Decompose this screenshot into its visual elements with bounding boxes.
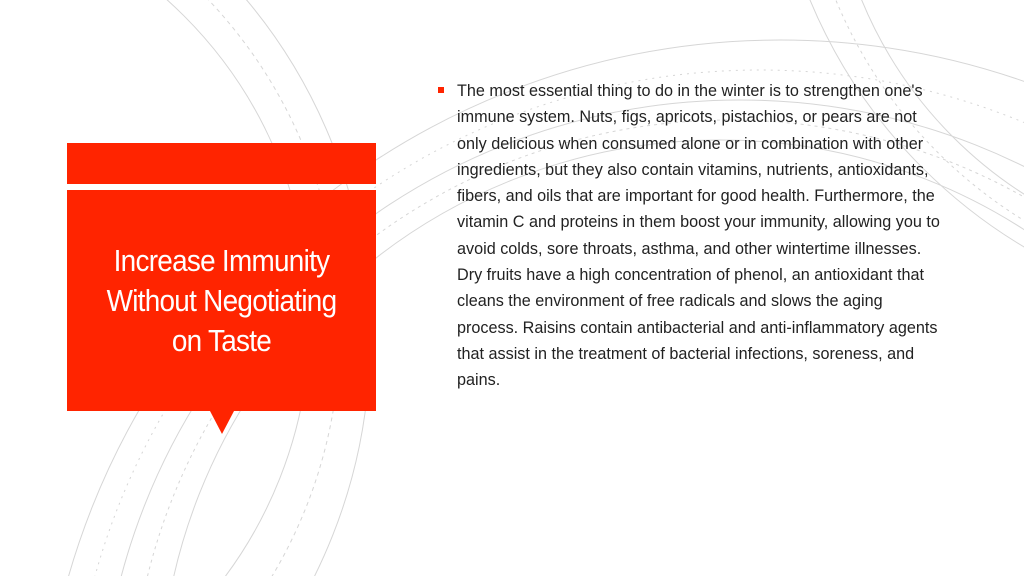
bullet-item-text: The most essential thing to do in the winter is to strengthen one's immune system. Nuts, figs, apricots, pistachios, or pears are not only delicious when consumed alone or in combination with other ingredients, but they also contain vitamins, nutrients, antioxidants, fibers, and oils that are important for good health. Furthermore, the vitamin C and proteins in them boost your immunity, allowing you to avoid colds, sore throats, asthma, and other wintertime illnesses. Dry fruits have a high concentration of phenol, an antioxidant that cleans the environment of free radicals and slows the aging process. Raisins contain antibacterial and anti-inflammatory agents that assist in the treatment of bacterial infections, soreness, and pains. bbox=[457, 82, 940, 390]
title-box bbox=[67, 190, 376, 411]
square-bullet-icon bbox=[438, 87, 444, 93]
bullet-list bbox=[438, 78, 958, 394]
slide-title: Increase Immunity Without Negotiating on Taste bbox=[106, 242, 337, 358]
title-pointer-triangle bbox=[210, 411, 234, 434]
title-accent-bar bbox=[67, 143, 376, 184]
